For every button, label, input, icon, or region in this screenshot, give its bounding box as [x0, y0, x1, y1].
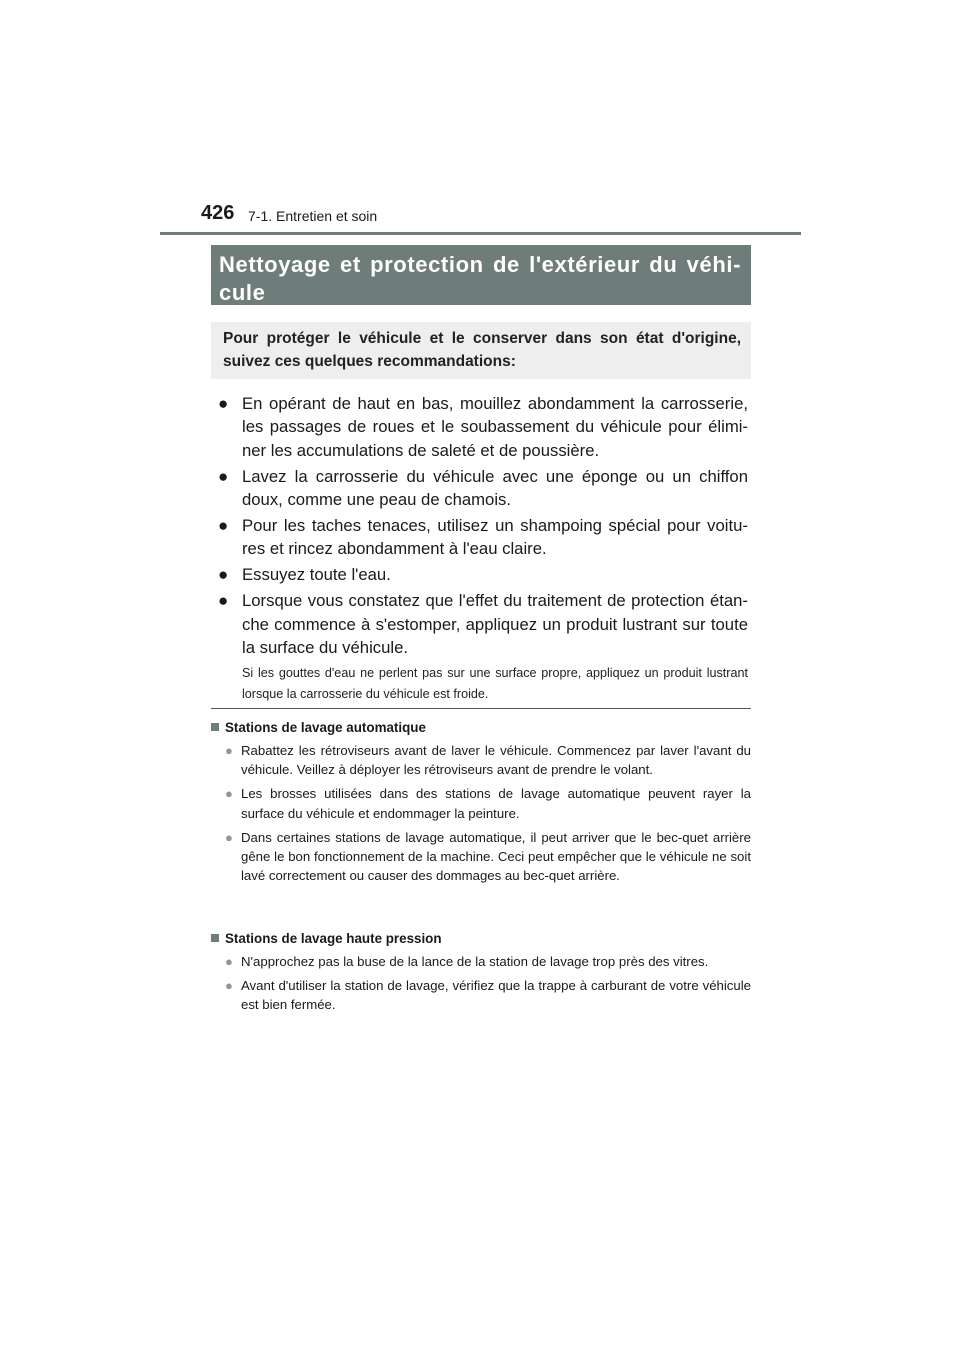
note-text: Si les gouttes d'eau ne perlent pas sur une surface propre, appliquez un produit lustrant lorsque la carrosserie du véhicule est froide. — [242, 666, 748, 702]
list-item-text: Lorsque vous constatez que l'effet du traitement de protection étan-che commence à s'estomper, appliquez un produit lustrant sur toute la surface du véhicule. — [242, 591, 748, 658]
list-item-text: Dans certaines stations de lavage automatique, il peut arriver que le bec-quet arrière gêne le bon fonctionnement de la machine. Ceci peut empêcher que le véhicule ne soit lavé correctement ou causer des dommages au bec-quet arrière. — [241, 829, 751, 884]
list-item — [211, 976, 751, 1014]
list-item-text: Rabattez les rétroviseurs avant de laver le véhicule. Commencez par laver l'avant du véhicule. Veillez à déployer les rétroviseurs avant de prendre le volant. — [241, 743, 751, 778]
section-label: 7-1. Entretien et soin — [248, 208, 378, 224]
section-divider — [211, 708, 751, 709]
list-item — [211, 741, 751, 779]
section-heading — [211, 718, 751, 737]
list-item — [211, 952, 751, 971]
bullet-icon: ● — [225, 954, 233, 969]
bullet-icon: ● — [218, 394, 229, 413]
recommendation-list — [211, 392, 748, 708]
bullet-icon: ● — [218, 466, 229, 486]
square-marker-icon — [211, 934, 219, 942]
list-item-text: En opérant de haut en bas, mouillez abondamment la carrosserie, les passages de roues et le soubassement du véhicule pour élimi-ner les accumulations de saleté et de poussière. — [242, 394, 748, 460]
bullet-icon: ● — [225, 786, 233, 802]
list-item-text: N'approchez pas la buse de la lance de la station de lavage trop près des vitres. — [241, 954, 709, 969]
section-heading — [211, 929, 751, 948]
list-item — [211, 465, 748, 512]
title-banner — [211, 245, 751, 305]
page-title: Nettoyage et protection de l'extérieur du véhi-cule — [219, 252, 741, 305]
square-marker-icon — [211, 723, 219, 731]
bullet-icon: ● — [218, 565, 229, 585]
list-item-text: Essuyez toute l'eau. — [242, 565, 391, 585]
bullet-icon: ● — [225, 978, 233, 994]
list-item — [211, 828, 751, 886]
list-item-text: Avant d'utiliser la station de lavage, vérifiez que la trappe à carburant de votre véhicule est bien fermée. — [241, 978, 751, 1013]
section-heading-text: Stations de lavage automatique — [225, 720, 426, 735]
page-number: 426 — [201, 202, 235, 224]
list-item-text: Pour les taches tenaces, utilisez un shampoing spécial pour voitu-res et rincez abondamment à l'eau claire. — [242, 516, 748, 559]
bullet-icon: ● — [218, 591, 229, 611]
bullet-icon: ● — [218, 516, 229, 536]
list-item — [211, 514, 748, 561]
intro-text: Pour protéger le véhicule et le conserver dans son état d'origine, suivez ces quelques recommandations: — [223, 330, 741, 370]
list-item-text: Lavez la carrosserie du véhicule avec une éponge ou un chiffon doux, comme une peau de chamois. — [242, 466, 748, 510]
list-item — [211, 392, 748, 462]
list-item-text: Les brosses utilisées dans des stations de lavage automatique peuvent rayer la surface du véhicule et endommager la peinture. — [241, 786, 751, 821]
intro-box — [211, 322, 751, 379]
bullet-icon: ● — [225, 829, 233, 845]
bullet-icon: ● — [225, 743, 233, 758]
list-item — [211, 563, 748, 586]
list-item — [211, 784, 751, 822]
list-item — [211, 589, 748, 705]
section-high-pressure-wash — [211, 929, 751, 1020]
section-heading-text: Stations de lavage haute pression — [225, 931, 442, 946]
section-automatic-wash — [211, 718, 751, 890]
header-rule — [160, 232, 801, 235]
